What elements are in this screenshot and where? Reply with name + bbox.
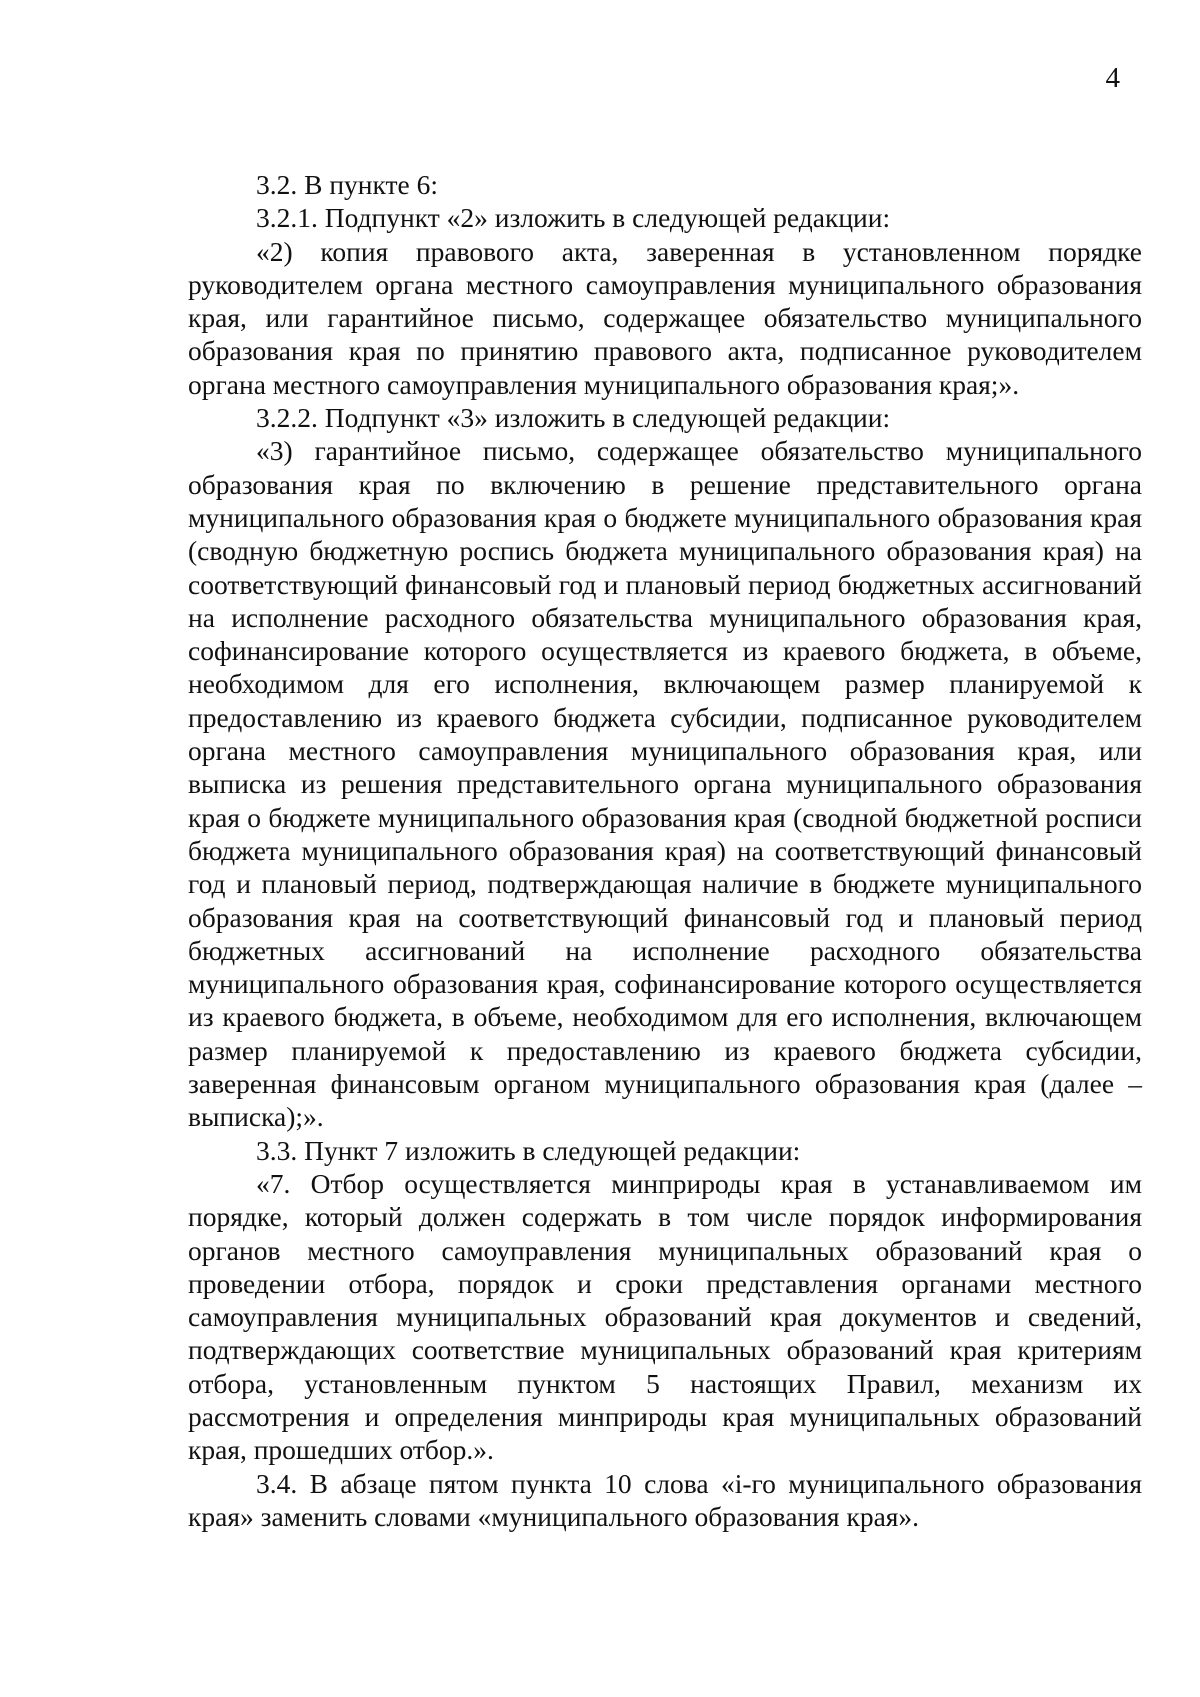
- document-body: [188, 168, 1142, 1533]
- paragraph-subpoint-3-text: «3) гарантийное письмо, содержащее обязательство муниципального образования края по включению в решение представительного органа муниципального образования края о бюджете муниципального образования края (сводную бюджетную роспись бюджета муниципального образования края) на соответствующий финансовый год и плановый период бюджетных ассигнований на исполнение расходного обязательства муниципального образования края, софинансирование которого осуществляется из краевого бюджета, в объеме, необходимом для его исполнения, включающем размер планируемой к предоставлению из краевого бюджета субсидии, подписанное руководителем органа местного самоуправления муниципального образования края, или выписка из решения представительного органа муниципального образования края о бюджете муниципального образования края (сводной бюджетной росписи бюджета муниципального образования края) на соответствующий финансовый год и плановый период, подтверждающая наличие в бюджете муниципального образования края на соответствующий финансовый год и плановый период бюджетных ассигнований на исполнение расходного обязательства муниципального образования края, софинансирование которого осуществляется из краевого бюджета, в объеме, необходимом для его исполнения, включающем размер планируемой к предоставлению из краевого бюджета субсидии, заверенная финансовым органом муниципального образования края (далее – выписка);».: [188, 435, 1142, 1133]
- paragraph-point-7-text: «7. Отбор осуществляется минприроды края в устанавливаемом им порядке, который должен содержать в том числе порядок информирования органов местного самоуправления муниципальных образований края о проведении отбора, порядок и сроки представления органами местного самоуправления муниципальных образований края документов и сведений, подтверждающих соответствие муниципальных образований края критериям отбора, установленным пунктом 5 настоящих Правил, механизм их рассмотрения и определения минприроды края муниципальных образований края, прошедших отбор.».: [188, 1167, 1142, 1466]
- paragraph-3-4: 3.4. В абзаце пятом пункта 10 слова «i-го муниципального образования края» заменить словами «муниципального образования края».: [188, 1467, 1142, 1532]
- paragraph-3-2-2: 3.2.2. Подпункт «3» изложить в следующей редакции:: [256, 402, 891, 434]
- paragraph-3-2: 3.2. В пункте 6:: [256, 169, 439, 200]
- page-number: 4: [1105, 62, 1120, 94]
- paragraph-3-3: 3.3. Пункт 7 изложить в следующей редакции:: [256, 1134, 801, 1166]
- paragraph-subpoint-2-text: «2) копия правового акта, заверенная в установленном порядке руководителем органа местного самоуправления муниципального образования края, или гарантийное письмо, содержащее обязательство муниципального образования края по принятию правового акта, подписанное руководителем органа местного самоуправления муниципального образования края;».: [188, 235, 1142, 400]
- paragraph-3-2-1: 3.2.1. Подпункт «2» изложить в следующей редакции:: [256, 202, 891, 234]
